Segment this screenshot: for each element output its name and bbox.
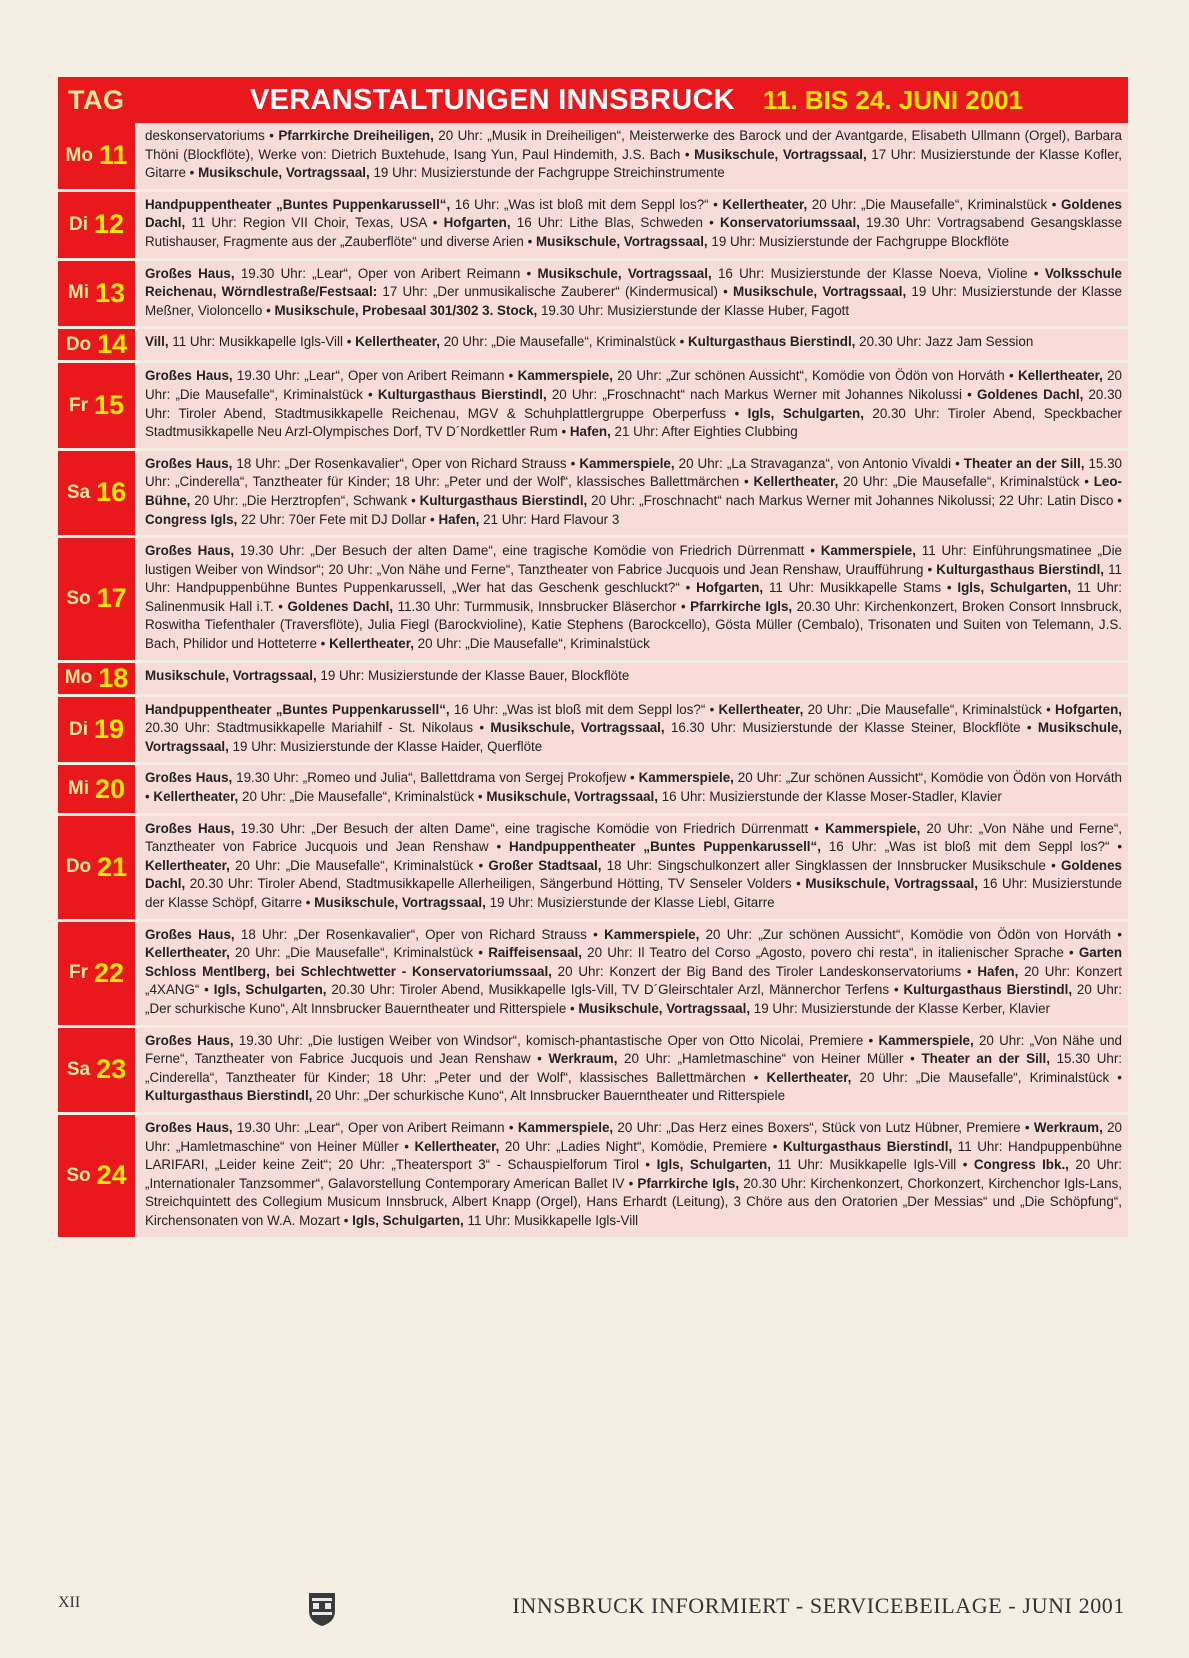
event-text: 20 Uhr: „Die Mausefalle“, Kriminalstück • — [145, 368, 1122, 402]
event-text: 19.30 Uhr: „Lear“, Oper von Aribert Reimann • — [234, 265, 538, 281]
venue-name: Pfarrkirche Dreiheiligen, — [278, 128, 434, 143]
event-text: 20.30 Uhr: Stadtmusikkapelle Mariahilf - St. Nikolaus • — [145, 720, 491, 736]
venue-name: Kammerspiele, — [517, 368, 613, 384]
event-text: 19 Uhr: Musizierstunde der Fachgruppe Streichinstrumente — [369, 165, 725, 181]
event-text: 15.30 Uhr: „Cinderella“, Tanztheater für Kinder; 18 Uhr: „Peter und der Wolf“, klassisches Ballettmärchen • — [145, 1051, 1123, 1085]
event-text: 11 Uhr: Salinenmusik Hall i.T. • — [145, 580, 1122, 614]
venue-name: Kellertheater, — [355, 334, 440, 350]
weekday: So — [66, 587, 91, 609]
weekday: Mo — [64, 667, 93, 689]
event-text: 20 Uhr: „Der schurkische Kuno“, Alt Innsbrucker Bauerntheater und Ritterspiele • — [145, 982, 1122, 1016]
venue-name: Kulturgasthaus Bierstindl, — [419, 492, 588, 508]
day-label — [58, 1115, 135, 1237]
day-number: 15 — [93, 390, 125, 421]
event-text: 20 Uhr: „Die Mausefalle“, Kriminalstück • — [803, 701, 1056, 717]
event-text: 22 Uhr: 70er Fete mit DJ Dollar • — [237, 511, 439, 527]
event-text: 20 Uhr: „Die Mausefalle“, Kriminalstück • — [851, 1069, 1122, 1085]
event-text: 16 Uhr: „Was ist bloß mit dem Seppl los?“ • — [820, 839, 1123, 855]
event-rows — [58, 123, 1128, 1237]
event-text: 20 Uhr: „Die Mausefalle“, Kriminalstück • — [238, 789, 487, 805]
day-label — [58, 123, 135, 189]
venue-name: Musikschule, Vortragssaal, — [145, 667, 317, 683]
venue-name: Raiffeisensaal, — [488, 945, 582, 961]
event-text: deskonservatoriums • — [145, 128, 279, 143]
event-text: 19.30 Uhr: Vortragsabend Gesangsklasse Rutishauser, Fragmente aus der „Zauberflöte“ und diverse Arien • — [145, 215, 1123, 249]
venue-name: Kellertheater, — [753, 474, 839, 490]
page-footer — [0, 1588, 1189, 1628]
calendar-header — [58, 77, 1128, 123]
event-text: 21 Uhr: After Eighties Clubbing — [610, 424, 798, 440]
coat-of-arms-icon — [307, 1591, 337, 1627]
venue-name: Großes Haus, — [145, 265, 235, 281]
event-text: 19.30 Uhr: „Lear“, Oper von Aribert Reimann • — [232, 1119, 518, 1135]
event-text: 19 Uhr: Musizierstunde der Klasse Kerber, Klavier — [750, 1000, 1051, 1016]
weekday: Di — [68, 213, 88, 235]
event-text: 20 Uhr: „Froschnacht“ nach Markus Werner mit Johannes Nikolussi • — [546, 386, 977, 402]
event-text: 16 Uhr: Musizierstunde der Klasse Moser-Stadler, Klavier — [657, 789, 1002, 805]
event-text: 11 Uhr: Musikkapelle Stams • — [763, 580, 958, 596]
day-number: 13 — [95, 277, 126, 308]
event-list — [138, 765, 1128, 812]
event-text: 20 Uhr: „Die Mausefalle“, Kriminalstück — [413, 636, 650, 652]
venue-name: Werkraum, — [1033, 1119, 1103, 1135]
event-text: 16 Uhr: „Was ist bloß mit dem Seppl los?“ • — [449, 701, 719, 717]
weekday: Di — [68, 718, 88, 740]
event-list — [138, 922, 1128, 1025]
weekday: Sa — [66, 1058, 91, 1080]
venue-name: Igls, Schulgarten, — [213, 982, 327, 998]
venue-name: Hofgarten, — [1055, 701, 1122, 717]
day-label — [58, 922, 135, 1025]
event-text: 20 Uhr: „Von Nähe und Ferne“, Tanztheater von Fabrice Jucquois und Jean Renshaw • — [145, 820, 1122, 855]
event-text: 19 Uhr: Musizierstunde der Fachgruppe Blockflöte — [707, 233, 1010, 249]
venue-name: Musikschule, Vortragssaal, — [537, 265, 712, 281]
event-text: 20 Uhr: „Von Nähe und Ferne“, Tanztheater von Fabrice Jucquois und Jean Renshaw • — [145, 1032, 1122, 1067]
day-row — [58, 123, 1128, 189]
venue-name: Musikschule, Vortragssaal, — [535, 233, 708, 249]
event-text: 20 Uhr: „Die Mausefalle“, Kriminalstück • — [439, 334, 688, 350]
event-text: 20.30 Uhr: Tiroler Abend, Speckbacher Stadtmusikkapelle Neu Arzl-Olympisches Dorf, TV D´Nordkettler Rum • — [145, 405, 1122, 440]
event-text: 16 Uhr: „Was ist bloß mit dem Seppl los?“ • — [450, 196, 723, 212]
weekday: Do — [65, 856, 92, 878]
day-row — [58, 697, 1128, 763]
event-text: 20 Uhr: „Die Mausefalle“, Kriminalstück • — [229, 945, 489, 961]
event-text: 20 Uhr: „La Stravaganza“, von Antonio Vivaldi • — [674, 455, 964, 471]
event-text: 20 Uhr: „Die Mausefalle“, Kriminalstück • — [229, 857, 489, 873]
venue-name: Kellertheater, — [718, 701, 804, 717]
venue-name: Großes Haus, — [145, 926, 235, 942]
venue-name: Kammerspiele, — [878, 1032, 974, 1048]
publication-title: INNSBRUCK INFORMIERT - SERVICEBEILAGE - JUNI 2001 — [512, 1593, 1125, 1618]
venue-name: Großes Haus, — [145, 368, 233, 384]
venue-name: Musikschule, Vortragssaal, — [198, 165, 370, 181]
day-number: 24 — [96, 1160, 127, 1191]
event-text: 20 Uhr: „Die Mausefalle“, Kriminalstück • — [807, 196, 1061, 212]
day-label — [58, 816, 135, 919]
day-row — [58, 363, 1128, 447]
venue-name: Kulturgasthaus Bierstindl, — [903, 982, 1073, 998]
venue-name: Kellertheater, — [414, 1138, 500, 1154]
event-list — [138, 663, 1128, 694]
venue-name: Pfarrkirche Igls, — [637, 1175, 740, 1191]
venue-name: Kammerspiele, — [579, 455, 675, 471]
venue-name: Musikschule, Vortragssaal, — [314, 895, 486, 910]
venue-name: Großes Haus, — [145, 770, 233, 786]
day-label — [58, 451, 135, 535]
event-text: 11 Uhr: Musikkapelle Igls-Vill • — [168, 334, 356, 350]
venue-name: Kammerspiele, — [517, 1119, 614, 1135]
venue-name: Volksschule Reichenau, Wörndlestraße/Festsaal: — [145, 265, 1122, 300]
page-number: XII — [58, 1594, 81, 1611]
venue-name: Kulturgasthaus Bierstindl, — [782, 1138, 953, 1154]
event-text: 18 Uhr: „Der Rosenkavalier“, Oper von Richard Strauss • — [234, 926, 605, 942]
day-number: 12 — [93, 209, 125, 240]
weekday: Mi — [67, 282, 90, 304]
day-label — [58, 192, 135, 258]
day-number: 14 — [97, 329, 128, 360]
day-row — [58, 1115, 1128, 1237]
event-text: 19.30 Uhr: „Die lustigen Weiber von Windsor“, komisch-phantastische Oper von Otto Nicolai, Premiere • — [233, 1032, 879, 1048]
venue-name: Kellertheater, — [145, 857, 230, 873]
event-text: 19 Uhr: Musizierstunde der Klasse Meßner, Violoncello • — [145, 284, 1122, 318]
event-text: 19.30 Uhr: „Romeo und Julia“, Ballettdrama von Sergej Prokofjew • — [232, 770, 639, 786]
event-text: 19 Uhr: Musizierstunde der Klasse Haider, Querflöte — [228, 738, 543, 754]
venue-name: Großer Stadtsaal, — [488, 857, 602, 873]
day-number: 16 — [96, 477, 127, 508]
venue-name: Kellertheater, — [1017, 368, 1103, 384]
day-label — [58, 697, 135, 763]
day-row — [58, 1028, 1128, 1112]
venue-name: Hafen, — [438, 511, 480, 527]
venue-name: Kammerspiele, — [820, 543, 916, 559]
venue-name: Kammerspiele, — [825, 820, 921, 836]
venue-name: Musikschule, Vortragssaal, — [578, 1000, 751, 1016]
event-text: 11 Uhr: Musikkapelle Igls-Vill • — [770, 1157, 974, 1173]
event-text: 20 Uhr: „Froschnacht“ nach Markus Werner mit Johannes Nikolussi; 22 Uhr: Latin Disco • — [587, 492, 1122, 508]
venue-name: Garten Schloss Mentlberg, bei Schlechtwetter - Konservatoriumssaal, — [145, 945, 1123, 979]
venue-name: Congress Ibk., — [973, 1157, 1069, 1173]
venue-name: Kulturgasthaus Bierstindl, — [145, 1088, 313, 1104]
venue-name: Musikschule, Probesaal 301/302 3. Stock, — [274, 302, 538, 318]
venue-name: Großes Haus, — [145, 1032, 234, 1048]
venue-name: Musikschule, Vortragssaal, — [145, 720, 1122, 754]
event-list — [138, 1028, 1128, 1112]
day-row — [58, 329, 1128, 360]
day-label — [58, 1028, 135, 1112]
page-title: VERANSTALTUNGEN INNSBRUCK — [250, 83, 735, 116]
day-number: 19 — [93, 714, 125, 745]
day-column-heading: TAG — [68, 84, 125, 115]
venue-name: Großes Haus, — [145, 820, 235, 836]
event-text: 20 Uhr: „Zur schönen Aussicht“, Komödie von Ödön von Horváth • — [612, 368, 1018, 384]
weekday: Sa — [66, 481, 91, 503]
venue-name: Goldenes Dachl, — [287, 598, 394, 614]
event-text: 16 Uhr: Lithe Blas, Schweden • — [510, 215, 720, 231]
venue-name: Musikschule, Vortragssaal, — [733, 284, 907, 300]
day-label — [58, 538, 135, 660]
venue-name: Igls, Schulgarten, — [656, 1157, 771, 1173]
day-number: 21 — [97, 851, 128, 882]
date-range: 11. BIS 24. JUNI 2001 — [762, 84, 1024, 115]
venue-name: Kulturgasthaus Bierstindl, — [377, 386, 547, 402]
venue-name: Congress Igls, — [145, 511, 238, 527]
venue-name: Hafen, — [977, 963, 1019, 979]
event-text: 20 Uhr: „Das Herz eines Boxers“, Stück von Lutz Hübner, Premiere • — [613, 1119, 1034, 1135]
weekday: Mi — [67, 778, 90, 800]
venue-name: Musikschule, Vortragssaal, — [805, 876, 978, 892]
event-text: 20.30 Uhr: Jazz Jam Session — [855, 334, 1034, 350]
day-row — [58, 765, 1128, 812]
event-text: 19 Uhr: Musizierstunde der Klasse Bauer, Blockflöte — [316, 667, 630, 683]
event-list — [138, 451, 1128, 535]
event-text: 11.30 Uhr: Turmmusik, Innsbrucker Bläserchor • — [393, 598, 691, 614]
day-row — [58, 261, 1128, 327]
venue-name: Kellertheater, — [722, 196, 808, 212]
event-text: 19.30 Uhr: „Lear“, Oper von Aribert Reimann • — [232, 368, 518, 384]
day-row — [58, 663, 1128, 694]
venue-name: Leo-Bühne, — [145, 474, 1122, 508]
event-text: 20 Uhr: Konzert der Big Band des Tiroler Landeskonservatoriums • — [551, 963, 978, 979]
event-list — [138, 261, 1128, 327]
event-text: 11 Uhr: Region VII Choir, Texas, USA • — [185, 215, 444, 231]
day-number: 20 — [95, 773, 126, 804]
venue-name: Goldenes Dachl, — [976, 386, 1084, 402]
venue-name: Hofgarten, — [443, 215, 511, 231]
event-text: 20 Uhr: „Ladies Night“, Komödie, Premiere • — [499, 1138, 783, 1154]
event-list — [138, 697, 1128, 763]
event-list — [138, 192, 1128, 258]
event-text: 19.30 Uhr: „Der Besuch der alten Dame“, eine tragische Komödie von Friedrich Dürrenmatt • — [234, 543, 821, 559]
venue-name: Kulturgasthaus Bierstindl, — [936, 561, 1105, 577]
event-text: 20 Uhr: „Die Herztropfen“, Schwank • — [190, 492, 420, 508]
venue-name: Musikschule, Vortragssaal, — [694, 146, 867, 162]
day-label — [58, 363, 135, 447]
event-text: 20.30 Uhr: Kirchenkonzert, Broken Consort Innsbruck, Roswitha Tiefenthaler (Traversflöte), Julia Fiegl (Barockvioline), Katie Stephens (Barockcello), Gösta Müller (Cembalo), Trisonaten und Suiten von Telemann, J.S. Bach, Philidor und Hotteterre • — [145, 598, 1122, 652]
day-number: 22 — [93, 957, 125, 988]
event-text: 20 Uhr: „Zur schönen Aussicht“, Komödie von Ödön von Horváth • — [145, 770, 1122, 805]
venue-name: Theater an der Sill, — [921, 1051, 1050, 1067]
day-row — [58, 816, 1128, 919]
venue-name: Hafen, — [569, 424, 611, 440]
event-text: 18 Uhr: Singschulkonzert aller Singklassen der Innsbrucker Musikschule • — [601, 857, 1061, 873]
venue-name: Kammerspiele, — [638, 770, 734, 786]
event-list — [138, 816, 1128, 919]
weekday: Mo — [65, 144, 93, 166]
venue-name: Kellertheater, — [766, 1069, 852, 1085]
event-list — [138, 123, 1128, 189]
venue-name: Musikschule, Vortragssaal, — [490, 720, 665, 736]
weekday: Fr — [68, 962, 88, 984]
weekday: Fr — [68, 394, 88, 416]
event-text: 19.30 Uhr: Musizierstunde der Klasse Huber, Fagott — [537, 302, 850, 318]
venue-name: Großes Haus, — [145, 455, 233, 471]
venue-name: Goldenes Dachl, — [145, 857, 1123, 892]
event-text: 20 Uhr: „Hamletmaschine“ von Heiner Müller • — [145, 1119, 1122, 1154]
event-text: 20.30 Uhr: Tiroler Abend, Musikkapelle Igls-Vill, TV D´Gleirschtaler Arzl, Männerchor Terfens • — [326, 982, 904, 998]
day-number: 23 — [96, 1054, 127, 1085]
venue-name: Igls, Schulgarten, — [352, 1212, 464, 1228]
event-text: 15.30 Uhr: „Cinderella“, Tanztheater für Kinder; 18 Uhr: „Peter und der Wolf“, klassisches Ballettmärchen • — [145, 455, 1122, 490]
venue-name: Großes Haus, — [145, 1119, 233, 1135]
day-label — [58, 663, 135, 694]
venue-name: Kellertheater, — [329, 636, 414, 652]
event-text: 11 Uhr: Handpuppenbühne Buntes Puppenkarussell, „Wer hat das Geschenk geschluckt?“ • — [145, 561, 1122, 596]
event-text: 17 Uhr: „Der unmusikalische Zauberer“ (Kindermusical) • — [377, 284, 734, 300]
venue-name: Pfarrkirche Igls, — [690, 598, 793, 614]
venue-name: Vill, — [145, 334, 169, 350]
event-text: 20.30 Uhr: Kirchenkonzert, Chorkonzert, Kirchenchor Igls-Lans, Streichquintett des Collegium Musicum Innsbruck, Albert Knapp (Orgel), Hans Erhardt (Leitung), 3 Chöre aus den Oratorien „Der Messias“ und „Die Schöpfung“, Kirchensonaten von W.A. Mozart • — [145, 1175, 1122, 1228]
event-text: 16 Uhr: Musizierstunde der Klasse Schöpf, Gitarre • — [145, 876, 1122, 910]
venue-name: Kulturgasthaus Bierstindl, — [688, 334, 856, 350]
event-text: 20 Uhr: „Internationaler Tanzsommer“, Galavorstellung Contemporary American Ballet IV • — [145, 1157, 1122, 1191]
event-text: 20.30 Uhr: Tiroler Abend, Stadtmusikkapelle Allerheiligen, Sängerbund Hötting, TV Senseler Volders • — [185, 876, 806, 892]
venue-name: Kammerspiele, — [604, 926, 700, 942]
event-list — [138, 363, 1128, 447]
day-row — [58, 922, 1128, 1025]
venue-name: Werkraum, — [548, 1051, 618, 1067]
venue-name: Handpuppentheater „Buntes Puppenkarussell“, — [145, 701, 450, 717]
event-text: 16 Uhr: Musizierstunde der Klasse Noeva, Violine • — [711, 265, 1045, 281]
event-text: 20.30 Uhr: Tiroler Abend, Stadtmusikkapelle Reichenau, MGV & Schuhplattlergruppe Oberperfuss • — [145, 386, 1122, 421]
events-calendar — [58, 77, 1128, 1240]
venue-name: Handpuppentheater „Buntes Puppenkarussell“, — [509, 839, 821, 855]
event-text: 11 Uhr: Musikkapelle Igls-Vill — [463, 1212, 639, 1228]
event-text: 20 Uhr: Il Teatro del Corso „Agosto, povero chi resta“, in italienischer Sprache • — [581, 945, 1079, 961]
day-row — [58, 192, 1128, 258]
day-number: 11 — [98, 140, 128, 171]
day-number: 18 — [98, 662, 129, 693]
day-label — [58, 765, 135, 812]
event-text: 20 Uhr: „Die Mausefalle“, Kriminalstück • — [838, 474, 1094, 490]
event-text: 20 Uhr: „Zur schönen Aussicht“, Komödie von Ödön von Horváth • — [699, 926, 1122, 942]
weekday: So — [66, 1164, 91, 1186]
venue-name: Konservatoriumssaal, — [719, 215, 860, 231]
event-text: 18 Uhr: „Der Rosenkavalier“, Oper von Richard Strauss • — [232, 455, 580, 471]
venue-name: Handpuppentheater „Buntes Puppenkarussell“, — [145, 196, 451, 212]
venue-name: Igls, Schulgarten, — [957, 580, 1072, 596]
venue-name: Großes Haus, — [145, 543, 235, 559]
venue-name: Kellertheater, — [153, 789, 239, 805]
day-number: 17 — [96, 583, 127, 614]
event-text: 19 Uhr: Musizierstunde der Klasse Liebl, Gitarre — [485, 895, 775, 910]
venue-name: Goldenes Dachl, — [145, 196, 1122, 231]
venue-name: Theater an der Sill, — [963, 455, 1085, 471]
day-label — [58, 261, 135, 327]
venue-name: Igls, Schulgarten, — [747, 405, 864, 421]
venue-name: Kellertheater, — [145, 945, 230, 961]
event-text: 20 Uhr: „Musik in Dreiheiligen“, Meisterwerke des Barock und der Avantgarde, Elisabeth Ullmann (Orgel), Barbara Thöni (Blockflöte), Werke von: Dietrich Buxtehude, Isang Yun, Paul Hindemith, J.S. Bach • — [145, 128, 1123, 162]
event-text: 21 Uhr: Hard Flavour 3 — [479, 511, 620, 527]
event-text: 11 Uhr: Handpuppenbühne LARIFARI, „Leider keine Zeit“; 20 Uhr: „Theatersport 3“ - Schauspielforum Tirol • — [145, 1138, 1122, 1173]
event-list — [138, 329, 1128, 360]
event-text: 20 Uhr: „Hamletmaschine“ von Heiner Müller • — [617, 1051, 922, 1067]
event-list — [138, 538, 1128, 660]
event-list — [138, 1115, 1128, 1237]
venue-name: Musikschule, Vortragssaal, — [486, 789, 658, 805]
day-row — [58, 538, 1128, 660]
event-text: 20 Uhr: Konzert „4XANG“ • — [145, 963, 1122, 998]
weekday: Do — [65, 333, 92, 355]
event-text: 11 Uhr: Einführungsmatinee „Die lustigen Weiber von Windsor“; 20 Uhr: „Von Nähe und Ferne“, Tanztheater von Fabrice Jucquois und Jean Renshaw, Uraufführung • — [145, 543, 1122, 577]
day-label — [58, 329, 135, 360]
event-text: 17 Uhr: Musizierstunde der Klasse Kofler, Gitarre • — [145, 146, 1123, 181]
event-text: 19.30 Uhr: „Der Besuch der alten Dame“, eine tragische Komödie von Friedrich Dürrenmatt • — [234, 820, 826, 836]
day-row — [58, 451, 1128, 535]
venue-name: Hofgarten, — [696, 580, 764, 596]
event-text: 20 Uhr: „Der schurkische Kuno“, Alt Innsbrucker Bauerntheater und Ritterspiele — [312, 1088, 786, 1104]
event-text: 16.30 Uhr: Musizierstunde der Klasse Steiner, Blockflöte • — [664, 720, 1038, 736]
